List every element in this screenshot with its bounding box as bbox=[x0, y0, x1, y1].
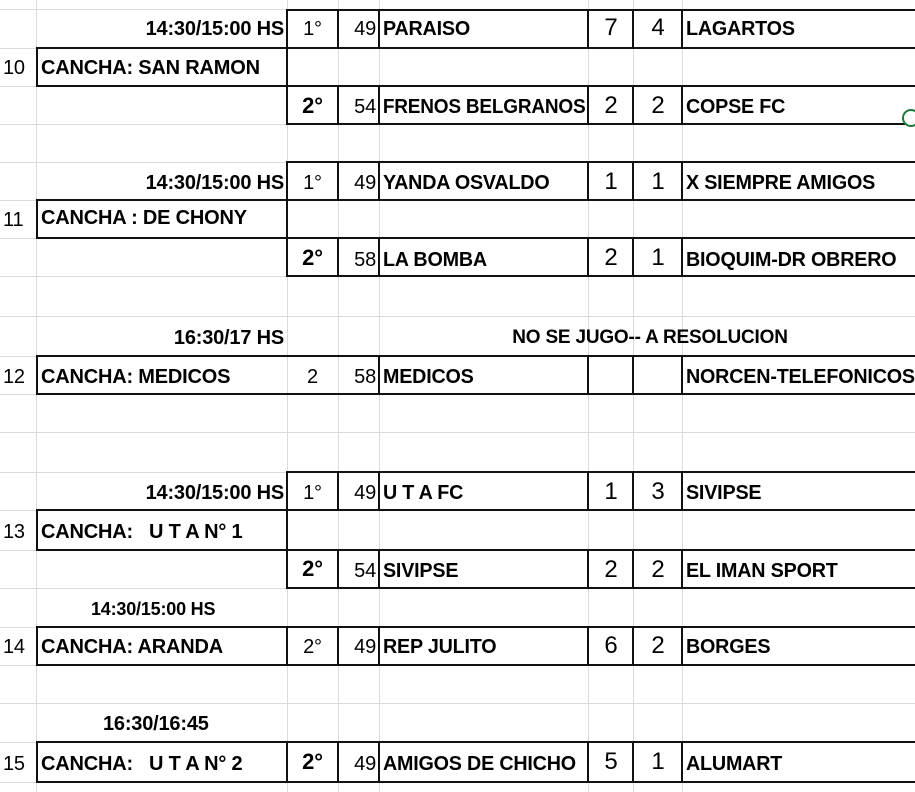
border bbox=[287, 123, 915, 125]
row-number: 15 bbox=[3, 754, 25, 774]
gridline bbox=[0, 432, 915, 433]
border bbox=[287, 549, 915, 551]
match-number: 54 bbox=[354, 561, 376, 581]
home-score: 2 bbox=[604, 558, 618, 582]
home-score: 1 bbox=[604, 480, 618, 504]
match-number: 49 bbox=[354, 483, 376, 503]
venue-cell: CANCHA: U T A N° 1 bbox=[41, 522, 243, 542]
home-score: 6 bbox=[604, 634, 618, 658]
border bbox=[36, 664, 915, 666]
away-team: LAGARTOS bbox=[685, 18, 795, 40]
match-number: 49 bbox=[354, 173, 376, 193]
match-time: 16:30/16:45 bbox=[103, 714, 209, 734]
border bbox=[36, 47, 915, 49]
home-team: YANDA OSVALDO bbox=[382, 172, 550, 194]
home-score: 5 bbox=[604, 750, 618, 774]
away-team: SIVIPSE bbox=[685, 482, 762, 504]
match-time: 14:30/15:00 HS bbox=[145, 483, 284, 503]
division-cell: 1° bbox=[303, 173, 322, 193]
border bbox=[287, 587, 915, 589]
border bbox=[36, 85, 288, 87]
away-team: ALUMART bbox=[685, 753, 783, 775]
match-note: NO SE JUGO-- A RESOLUCION bbox=[512, 328, 788, 347]
row-number: 13 bbox=[3, 522, 25, 542]
home-score: 2 bbox=[604, 246, 618, 270]
away-score: 4 bbox=[651, 16, 665, 40]
venue-cell: CANCHA: ARANDA bbox=[41, 637, 223, 657]
away-score: 1 bbox=[651, 750, 665, 774]
match-number: 58 bbox=[354, 250, 376, 270]
away-score: 2 bbox=[651, 634, 665, 658]
away-score: 2 bbox=[651, 558, 665, 582]
home-score: 2 bbox=[604, 94, 618, 118]
selection-handle[interactable] bbox=[902, 109, 915, 127]
division-cell: 1° bbox=[303, 483, 322, 503]
away-team: BORGES bbox=[685, 636, 771, 658]
border bbox=[287, 471, 915, 473]
match-time: 14:30/15:00 HS bbox=[145, 173, 284, 193]
home-team: REP JULITO bbox=[382, 636, 497, 658]
home-team: U T A FC bbox=[382, 482, 464, 504]
division-cell: 2° bbox=[303, 637, 322, 657]
away-score: 1 bbox=[651, 170, 665, 194]
border bbox=[36, 509, 915, 511]
border bbox=[36, 626, 915, 628]
row-number: 11 bbox=[3, 210, 24, 230]
home-team: FRENOS BELGRANOS bbox=[382, 96, 586, 118]
match-number: 54 bbox=[354, 97, 376, 117]
border bbox=[287, 161, 915, 163]
gridline bbox=[36, 0, 37, 792]
division-cell: 2° bbox=[302, 247, 323, 269]
gridline bbox=[0, 703, 915, 704]
border bbox=[36, 549, 288, 551]
division-cell: 2 bbox=[307, 367, 318, 387]
row-number: 12 bbox=[3, 367, 25, 387]
division-cell: 2° bbox=[302, 95, 323, 117]
border bbox=[632, 355, 634, 395]
border bbox=[36, 355, 915, 357]
venue-cell: CANCHA: MEDICOS bbox=[41, 367, 231, 387]
division-cell: 1° bbox=[303, 19, 322, 39]
gridline bbox=[0, 316, 915, 317]
home-score: 7 bbox=[604, 16, 618, 40]
match-number: 49 bbox=[354, 19, 376, 39]
border bbox=[287, 275, 915, 277]
border bbox=[36, 199, 915, 201]
match-time: 14:30/15:00 HS bbox=[91, 600, 216, 618]
division-cell: 2° bbox=[302, 558, 323, 580]
home-team: PARAISO bbox=[382, 18, 470, 40]
away-team: BIOQUIM-DR OBRERO bbox=[685, 249, 897, 271]
border bbox=[287, 237, 915, 239]
match-number: 49 bbox=[354, 754, 376, 774]
away-score: 3 bbox=[651, 480, 665, 504]
venue-cell: CANCHA: SAN RAMON bbox=[41, 58, 260, 78]
border bbox=[36, 237, 288, 239]
home-score: 1 bbox=[604, 170, 618, 194]
border bbox=[36, 741, 915, 743]
row-number: 10 bbox=[3, 58, 25, 78]
row-number: 14 bbox=[3, 637, 25, 657]
away-team: X SIEMPRE AMIGOS bbox=[685, 172, 876, 194]
home-team: LA BOMBA bbox=[382, 249, 487, 271]
match-number: 49 bbox=[354, 637, 376, 657]
away-score: 2 bbox=[651, 94, 665, 118]
away-score: 1 bbox=[651, 246, 665, 270]
venue-cell: CANCHA : DE CHONY bbox=[41, 208, 247, 228]
border bbox=[287, 9, 915, 11]
venue-cell: CANCHA: U T A N° 2 bbox=[41, 754, 243, 774]
match-time: 16:30/17 HS bbox=[173, 328, 284, 348]
border bbox=[36, 781, 915, 783]
home-team: SIVIPSE bbox=[382, 560, 459, 582]
home-team: MEDICOS bbox=[382, 366, 474, 388]
border bbox=[287, 85, 915, 87]
border bbox=[36, 393, 915, 395]
match-number: 58 bbox=[354, 367, 376, 387]
away-team: EL IMAN SPORT bbox=[685, 560, 838, 582]
home-team: AMIGOS DE CHICHO bbox=[382, 753, 576, 775]
away-team: COPSE FC bbox=[685, 96, 786, 118]
division-cell: 2° bbox=[302, 751, 323, 773]
away-team: NORCEN-TELEFONICOS bbox=[685, 366, 915, 388]
match-time: 14:30/15:00 HS bbox=[145, 19, 284, 39]
